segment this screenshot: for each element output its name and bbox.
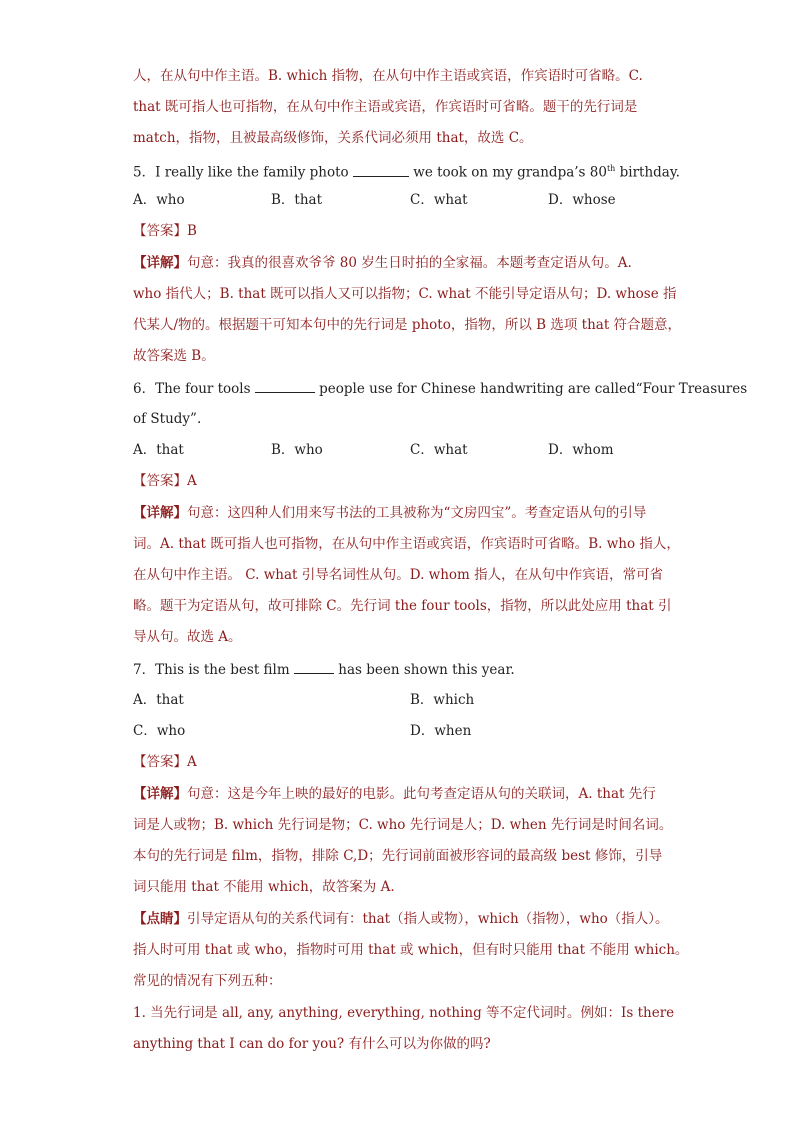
option-c[interactable]: C．what (410, 442, 468, 458)
question-6 (133, 378, 748, 399)
detail-label: 【详解】 (133, 255, 187, 271)
question-text: 6．The four tools (133, 381, 251, 397)
detail-line: 词是人或物；B. which 先行词是物；C. who 先行词是人；D. when 先行词是时间名词。 (133, 817, 673, 833)
detail-line: 略。题干为定语从句，故可排除 C。先行词 the four tools，指物，所以此处应用 that 引 (133, 598, 672, 614)
question-6-continued: of Study”. (133, 411, 202, 427)
detail-line: 故答案选 B。 (133, 348, 215, 364)
detail-line (133, 784, 676, 804)
question-text: we took on my grandpa’s 80 (413, 164, 607, 181)
option-a[interactable]: A．that (133, 692, 184, 708)
tip-text: 引导定语从句的关系代词有：that（指人或物），which（指物），who（指人）。 (187, 911, 669, 927)
tip-line: 1. 当先行词是 all, any, anything, everything, nothing 等不定代词时。例如：Is there (133, 1005, 675, 1021)
explanation-line: 人，在从句中作主语。B. which 指物，在从句中作主语或宾语，作宾语时可省略。C. (133, 68, 643, 84)
option-c[interactable]: C．what (410, 192, 468, 208)
question-text: 7．This is the best film (133, 662, 290, 678)
answer-label: 【答案】B (133, 223, 197, 239)
detail-line (133, 503, 676, 523)
detail-line (133, 253, 676, 273)
answer-blank[interactable] (353, 162, 409, 177)
option-b[interactable]: B．who (271, 442, 323, 458)
detail-line: 导从句。故选 A。 (133, 629, 242, 645)
answer-label: 【答案】A (133, 473, 197, 489)
answer-blank[interactable] (294, 659, 334, 674)
option-a[interactable]: A．that (133, 442, 184, 458)
detail-line: 代某人/物的。根据题干可知本句中的先行词是 photo，指物，所以 B 选项 that 符合题意， (133, 317, 682, 333)
question-text: has been shown this year. (338, 662, 515, 678)
tip-line: 常见的情况有下列五种： (133, 973, 282, 989)
tip-line: 指人时可用 that 或 who，指物时可用 that 或 which，但有时只能用 that 不能用 which。 (133, 942, 689, 958)
option-a[interactable]: A．who (133, 192, 185, 208)
tip-line: anything that I can do for you? 有什么可以为你做的吗? (133, 1036, 491, 1052)
option-d[interactable]: D．when (410, 723, 472, 739)
tip-line (133, 909, 676, 929)
detail-line: 在从句中作主语。 C. what 引导名词性从句。D. whom 指人，在从句中作宾语，常可省 (133, 567, 664, 583)
answer-label: 【答案】A (133, 754, 197, 770)
superscript: th (606, 164, 616, 173)
detail-line: 词只能用 that 不能用 which，故答案为 A. (133, 879, 395, 895)
tip-label: 【点睛】 (133, 911, 187, 927)
detail-text: 句意：这是今年上映的最好的电影。此句考查定语从句的关联词，A. that 先行 (187, 786, 656, 802)
question-text: 5．I really like the family photo (133, 164, 349, 181)
detail-label: 【详解】 (133, 505, 187, 521)
question-5 (133, 159, 680, 183)
option-b[interactable]: B．that (271, 192, 323, 208)
detail-line: who 指代人；B. that 既可以指人又可以指物；C. what 不能引导定语从句；D. whose 指 (133, 286, 677, 302)
detail-line: 词。A. that 既可指人也可指物，在从句中作主语或宾语，作宾语时可省略。B. who 指人， (133, 536, 680, 552)
option-d[interactable]: D．whose (548, 192, 616, 208)
option-d[interactable]: D．whom (548, 442, 614, 458)
explanation-line: that 既可指人也可指物，在从句中作主语或宾语，作宾语时可省略。题干的先行词是 (133, 99, 638, 115)
answer-blank[interactable] (255, 378, 315, 393)
question-text: people use for Chinese handwriting are called“Four Treasures (319, 381, 748, 397)
option-b[interactable]: B．which (410, 692, 475, 708)
detail-label: 【详解】 (133, 786, 187, 802)
explanation-line: match，指物，且被最高级修饰，关系代词必须用 that，故选 C。 (133, 130, 533, 146)
question-7 (133, 659, 676, 680)
option-c[interactable]: C．who (133, 723, 186, 739)
detail-text: 句意：这四种人们用来写书法的工具被称为“文房四宝”。考查定语从句的引导 (187, 505, 647, 521)
question-text: birthday. (615, 164, 680, 181)
detail-line: 本句的先行词是 film，指物，排除 C,D；先行词前面被形容词的最高级 best 修饰，引导 (133, 848, 663, 864)
detail-text: 句意：我真的很喜欢爷爷 80 岁生日时拍的全家福。本题考查定语从句。A. (187, 255, 632, 271)
